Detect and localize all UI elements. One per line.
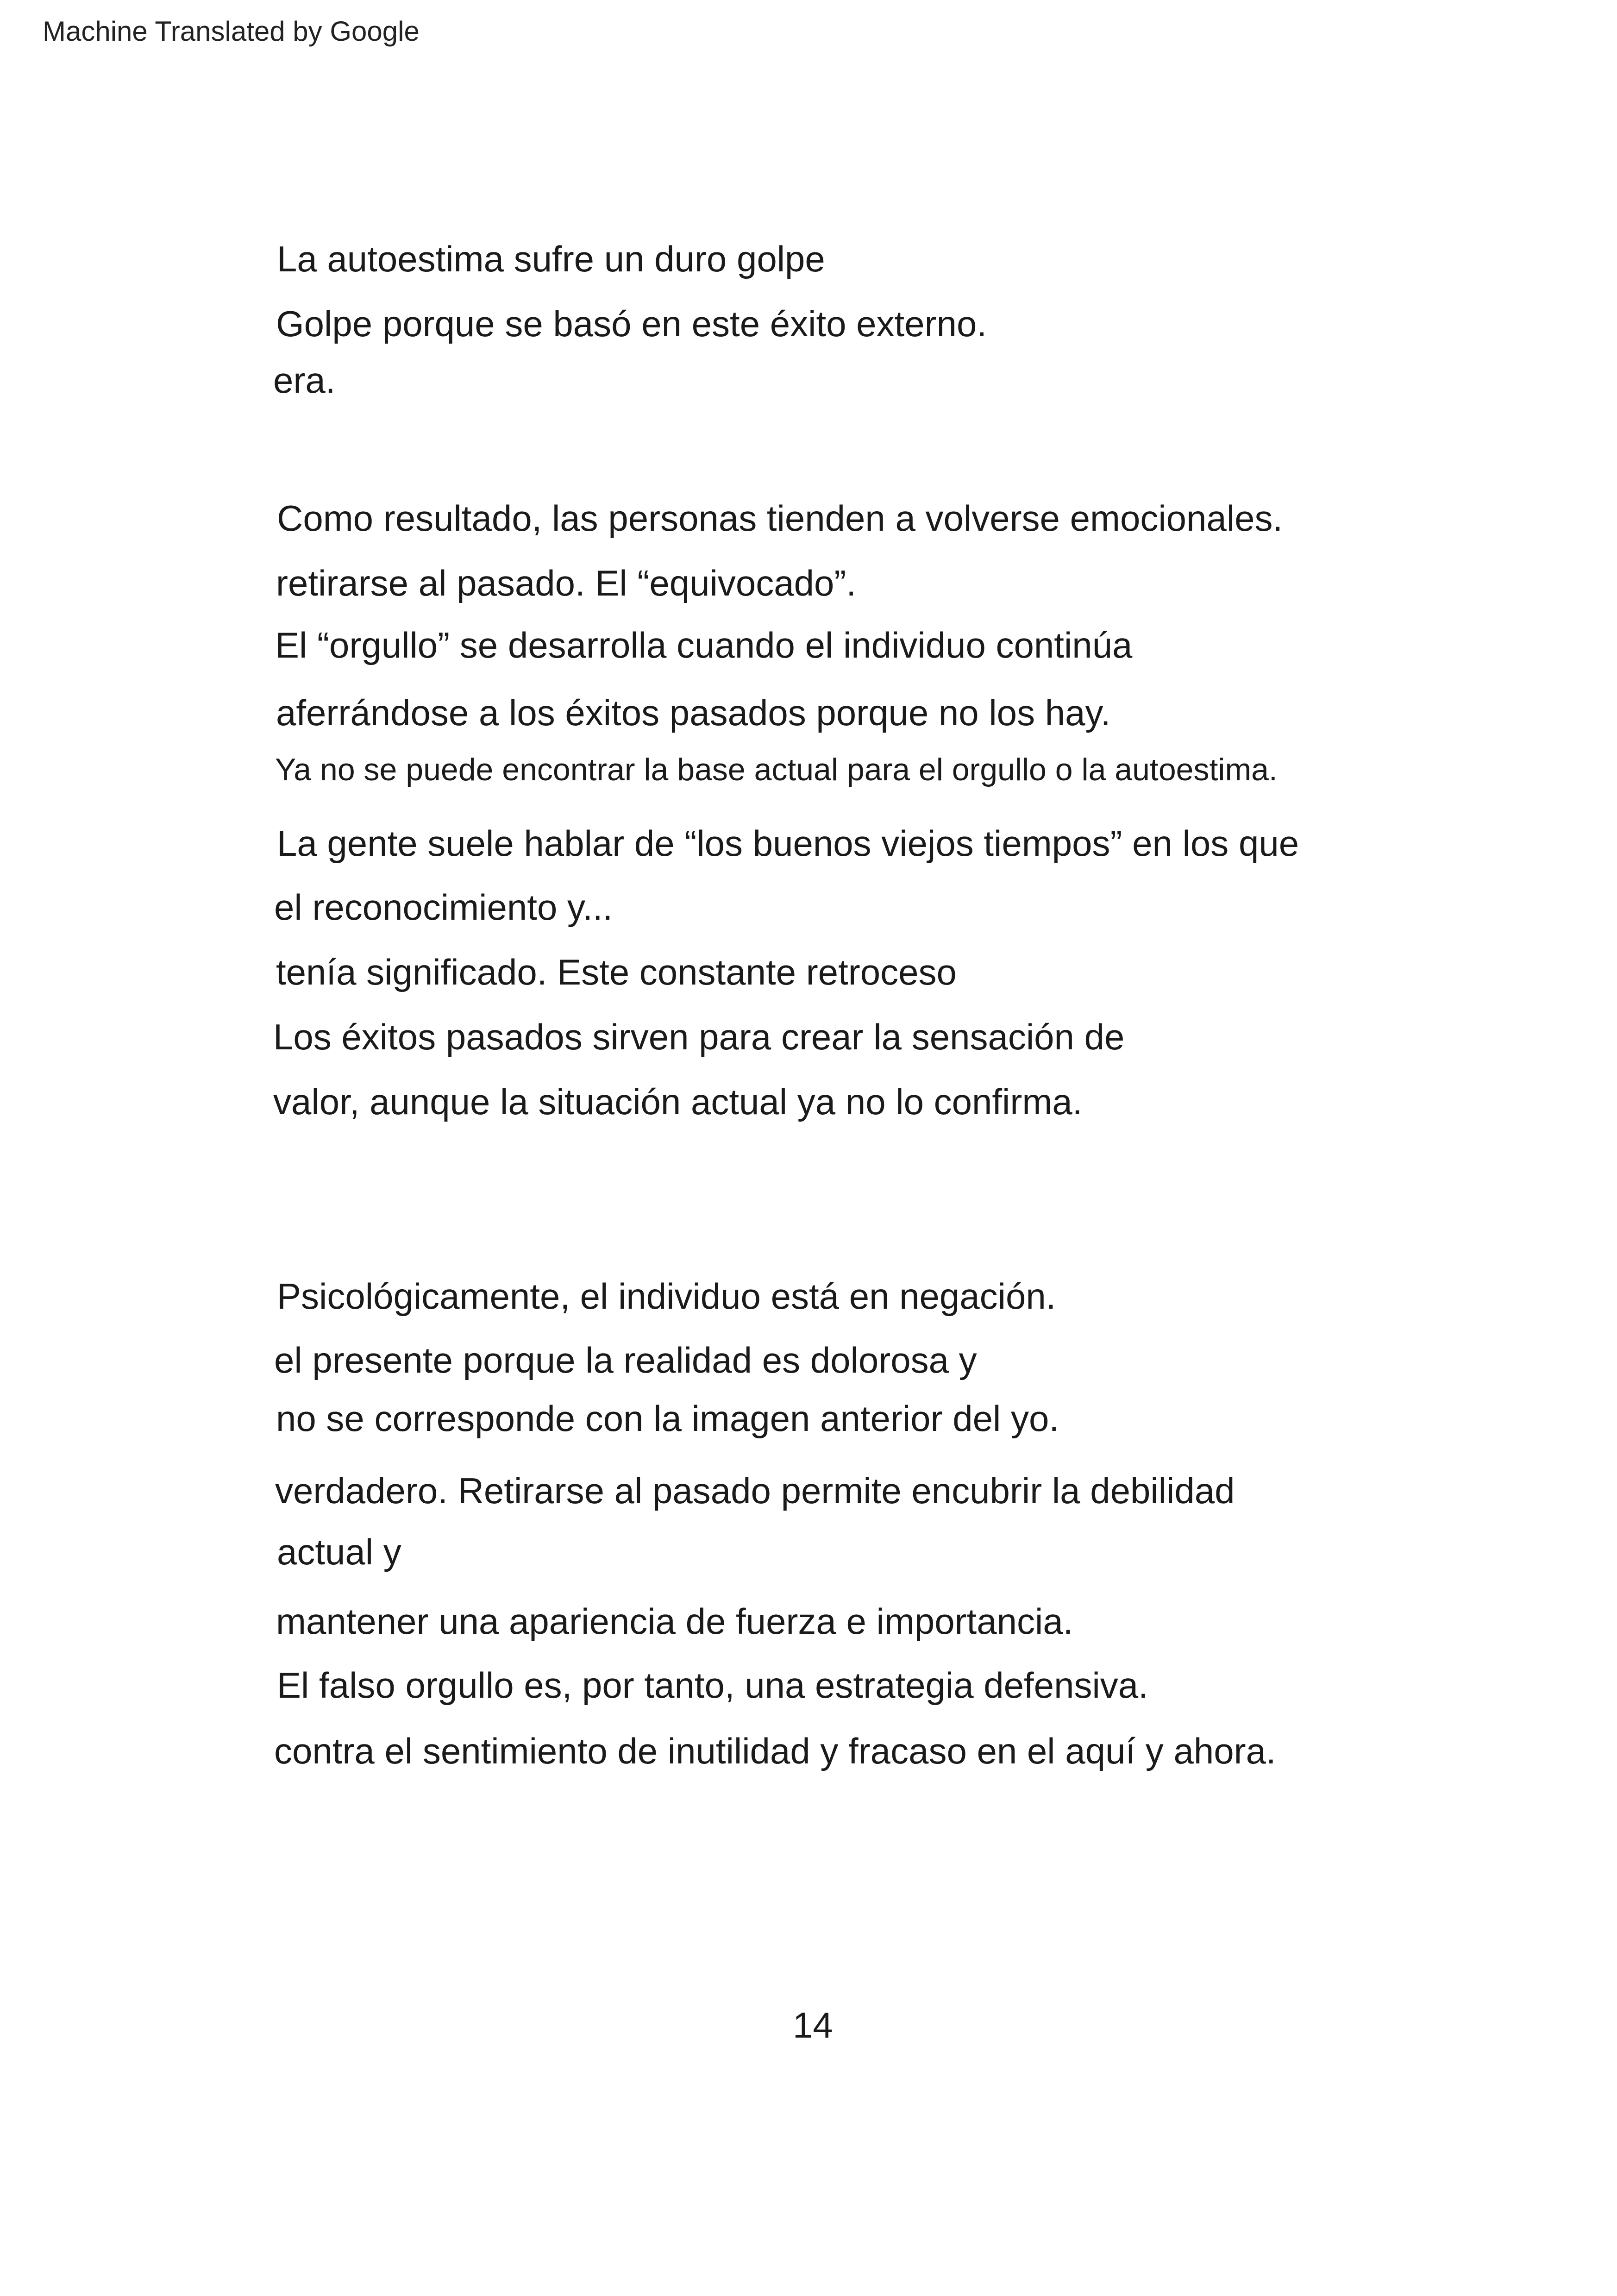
text-line: La gente suele hablar de “los buenos viejos tiempos” en los que [277,823,1299,864]
text-line: El falso orgullo es, por tanto, una estrategia defensiva. [277,1665,1148,1706]
text-line: aferrándose a los éxitos pasados porque no los hay. [276,692,1111,733]
text-line: Como resultado, las personas tienden a volverse emocionales. [277,498,1283,539]
text-line: tenía significado. Este constante retroceso [276,952,957,992]
text-line: contra el sentimiento de inutilidad y fracaso en el aquí y ahora. [274,1731,1276,1771]
text-line: era. [273,360,336,401]
text-line: Golpe porque se basó en este éxito externo. [276,303,987,344]
text-line: La autoestima sufre un duro golpe [277,238,825,279]
page-number: 14 [793,2005,833,2045]
text-line: el presente porque la realidad es dolorosa y [274,1340,977,1380]
machine-translation-note: Machine Translated by Google [43,16,420,47]
text-line: retirarse al pasado. El “equivocado”. [276,563,856,603]
text-line: Psicológicamente, el individuo está en negación. [277,1276,1056,1317]
text-line: verdadero. Retirarse al pasado permite encubrir la debilidad [275,1470,1235,1511]
text-line: el reconocimiento y... [274,887,613,928]
text-line: Ya no se puede encontrar la base actual para el orgullo o la autoestima. [275,752,1278,787]
text-line: El “orgullo” se desarrolla cuando el individuo continúa [275,625,1133,665]
text-line: mantener una apariencia de fuerza e importancia. [276,1601,1073,1642]
text-line: valor, aunque la situación actual ya no lo confirma. [273,1081,1083,1122]
text-line: Los éxitos pasados sirven para crear la sensación de [273,1016,1125,1057]
text-line: no se corresponde con la imagen anterior del yo. [276,1398,1059,1439]
text-line: actual y [277,1531,401,1572]
